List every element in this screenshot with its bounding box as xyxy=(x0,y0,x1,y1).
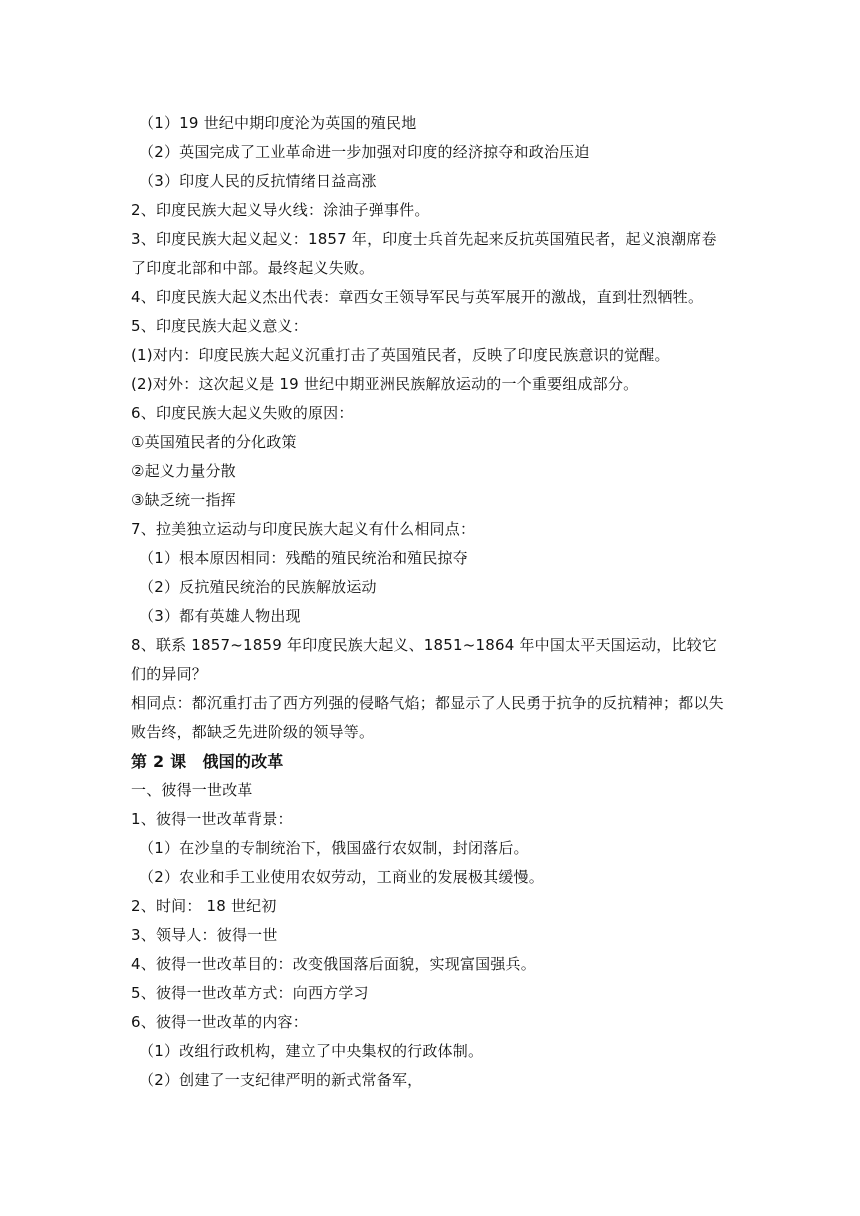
text-line: （1）19 世纪中期印度沦为英国的殖民地 xyxy=(139,114,417,132)
text-line: （1）在沙皇的专制统治下，俄国盛行农奴制，封闭落后。 xyxy=(139,839,529,857)
text-line: （3）都有英雄人物出现 xyxy=(139,607,301,625)
text-line: 4、印度民族大起义杰出代表：章西女王领导军民与英军展开的激战，直到壮烈牺牲。 xyxy=(131,288,704,306)
text-line: 1、彼得一世改革背景： xyxy=(131,810,293,828)
section-heading: 第 2 课 俄国的改革 xyxy=(131,752,284,771)
text-line: （2）创建了一支纪律严明的新式常备军， xyxy=(139,1071,423,1089)
text-line: (2)对外：这次起义是 19 世纪中期亚洲民族解放运动的一个重要组成部分。 xyxy=(131,375,639,393)
document-body xyxy=(131,109,731,1095)
text-line: 6、彼得一世改革的内容： xyxy=(131,1013,308,1031)
text-line: ①英国殖民者的分化政策 xyxy=(131,433,297,451)
text-line: 一、彼得一世改革 xyxy=(131,781,253,799)
text-line: 7、拉美独立运动与印度民族大起义有什么相同点： xyxy=(131,520,476,538)
text-line: ②起义力量分散 xyxy=(131,462,236,480)
text-line: （1）改组行政机构，建立了中央集权的行政体制。 xyxy=(139,1042,484,1060)
text-line: （3）印度人民的反抗情绪日益高涨 xyxy=(139,172,377,190)
text-line: 相同点：都沉重打击了西方列强的侵略气焰；都显示了人民勇于抗争的反抗精神；都以失败告终，都缺乏先进阶级的领导等。 xyxy=(131,694,724,741)
text-line: （2）英国完成了工业革命进一步加强对印度的经济掠夺和政治压迫 xyxy=(139,143,590,161)
text-line: （2）农业和手工业使用农奴劳动，工商业的发展极其缓慢。 xyxy=(139,868,544,886)
text-line: 2、时间： 18 世纪初 xyxy=(131,897,277,915)
text-line: (1)对内：印度民族大起义沉重打击了英国殖民者，反映了印度民族意识的觉醒。 xyxy=(131,346,670,364)
text-line: 3、领导人：彼得一世 xyxy=(131,926,278,944)
text-line: ③缺乏统一指挥 xyxy=(131,491,236,509)
text-line: 2、印度民族大起义导火线：涂油子弹事件。 xyxy=(131,201,430,219)
text-line: 3、印度民族大起义起义：1857 年，印度士兵首先起来反抗英国殖民者，起义浪潮席卷了印度北部和中部。最终起义失败。 xyxy=(131,230,717,277)
text-line: 6、印度民族大起义失败的原因： xyxy=(131,404,354,422)
text-line: （1）根本原因相同：残酷的殖民统治和殖民掠夺 xyxy=(139,549,468,567)
text-line: 5、彼得一世改革方式：向西方学习 xyxy=(131,984,369,1002)
text-line: （2）反抗殖民统治的民族解放运动 xyxy=(139,578,377,596)
text-line: 5、印度民族大起义意义： xyxy=(131,317,308,335)
text-line: 4、彼得一世改革目的：改变俄国落后面貌，实现富国强兵。 xyxy=(131,955,536,973)
text-line: 8、联系 1857~1859 年印度民族大起义、1851~1864 年中国太平天国运动，比较它们的异同？ xyxy=(131,636,718,683)
